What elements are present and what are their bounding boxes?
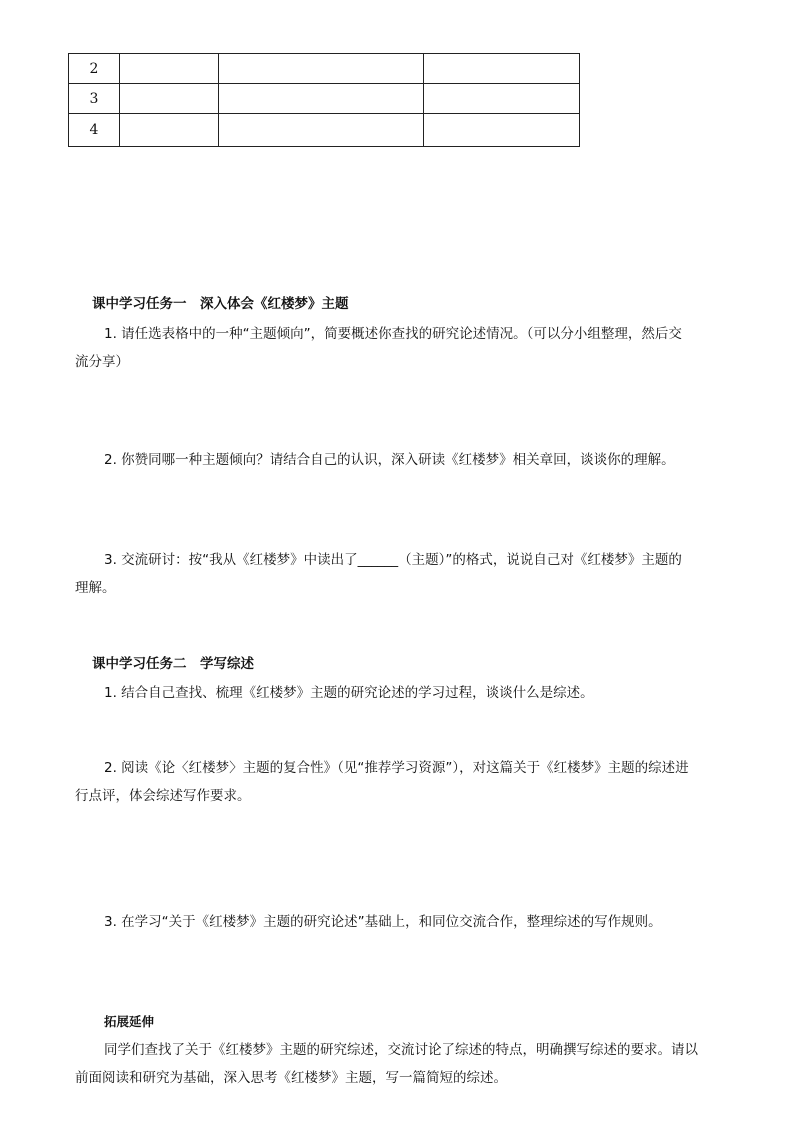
table-cell[interactable] bbox=[120, 114, 219, 147]
table-cell[interactable] bbox=[120, 54, 219, 84]
task2-heading: 课中学习任务二 学写综述 bbox=[92, 656, 254, 672]
extension-line-2: 前面阅读和研究为基础，深入思考《红楼梦》主题，写一篇简短的综述。 bbox=[75, 1070, 507, 1086]
table-cell[interactable] bbox=[219, 84, 424, 114]
theme-table bbox=[68, 53, 580, 147]
task2-question-3: 3. 在学习“关于《红楼梦》主题的研究论述”基础上，和同位交流合作，整理综述的写作规则。 bbox=[104, 914, 662, 930]
table-cell[interactable] bbox=[424, 114, 580, 147]
table-cell[interactable] bbox=[120, 84, 219, 114]
task1-question-1-cont: 流分享） bbox=[75, 354, 129, 370]
row-number: 2 bbox=[69, 54, 120, 84]
table-cell[interactable] bbox=[424, 84, 580, 114]
table-row bbox=[69, 114, 580, 147]
extension-heading: 拓展延伸 bbox=[104, 1014, 155, 1029]
task1-heading: 课中学习任务一 深入体会《红楼梦》主题 bbox=[92, 296, 349, 312]
row-number: 3 bbox=[69, 84, 120, 114]
table-cell[interactable] bbox=[219, 54, 424, 84]
task1-question-3-cont: 理解。 bbox=[75, 580, 116, 596]
table-cell[interactable] bbox=[219, 114, 424, 147]
task1-question-3: 3. 交流研讨：按“我从《红楼梦》中读出了______（主题）”的格式，说说自己对《红楼梦》主题的 bbox=[104, 552, 682, 568]
task2-question-2: 2. 阅读《论〈红楼梦〉主题的复合性》（见“推荐学习资源”），对这篇关于《红楼梦》主题的综述进 bbox=[104, 760, 689, 776]
table-row bbox=[69, 84, 580, 114]
table-cell[interactable] bbox=[424, 54, 580, 84]
table-row bbox=[69, 54, 580, 84]
row-number: 4 bbox=[69, 114, 120, 147]
task1-question-1: 1. 请任选表格中的一种“主题倾向”，简要概述你查找的研究论述情况。（可以分小组整理，然后交 bbox=[104, 326, 682, 342]
task2-question-2-cont: 行点评，体会综述写作要求。 bbox=[75, 788, 251, 804]
worksheet-table bbox=[68, 53, 579, 147]
task1-question-2: 2. 你赞同哪一种主题倾向？请结合自己的认识，深入研读《红楼梦》相关章回，谈谈你的理解。 bbox=[104, 452, 675, 468]
extension-line-1: 同学们查找了关于《红楼梦》主题的研究综述，交流讨论了综述的特点，明确撰写综述的要求。请以 bbox=[104, 1042, 698, 1058]
task2-question-1: 1. 结合自己查找、梳理《红楼梦》主题的研究论述的学习过程，谈谈什么是综述。 bbox=[104, 685, 594, 701]
